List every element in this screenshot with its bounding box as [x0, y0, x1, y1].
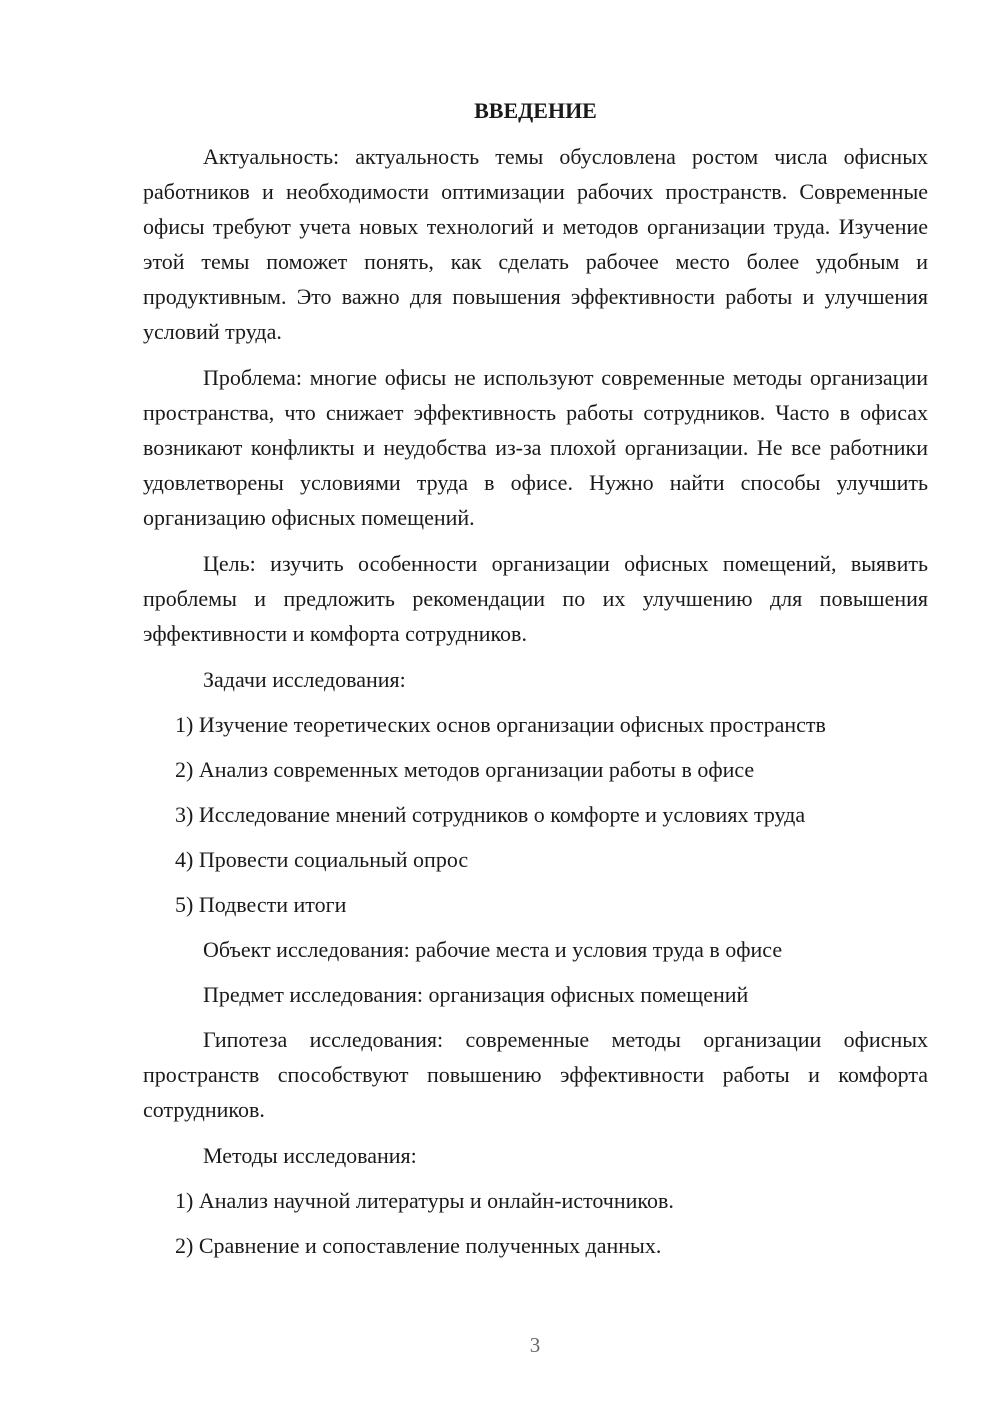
relevance-paragraph: Актуальность: актуальность темы обусловлена ростом числа офисных работников и необходимости оптимизации рабочих пространств. Современные офисы требуют учета новых технологий и методов организации труда. Изучение этой темы поможет понять, как сделать рабочее место более удобным и продуктивным. Это важно для повышения эффективности работы и улучшения условий труда. — [143, 144, 928, 344]
goal-paragraph: Цель: изучить особенности организации офисных помещений, выявить проблемы и предложить рекомендации по их улучшению для повышения эффективности и комфорта сотрудников. — [143, 551, 928, 646]
hypothesis-paragraph: Гипотеза исследования: современные методы организации офисных пространств способствуют повышению эффективности работы и комфорта сотрудников. — [143, 1027, 928, 1122]
tasks-label: Задачи исследования: — [203, 667, 406, 692]
document-title: ВВЕДЕНИЕ — [474, 98, 597, 123]
page-number: 3 — [529, 1333, 541, 1357]
task-item: 3) Исследование мнений сотрудников о комфорте и условиях труда — [175, 802, 806, 827]
object-line: Объект исследования: рабочие места и условия труда в офисе — [203, 937, 783, 962]
subject-line: Предмет исследования: организация офисных помещений — [203, 982, 749, 1007]
task-item: 5) Подвести итоги — [175, 892, 347, 917]
method-item: 2) Сравнение и сопоставление полученных данных. — [175, 1233, 662, 1258]
task-item: 1) Изучение теоретических основ организации офисных пространств — [175, 712, 826, 737]
document-page — [143, 96, 928, 1273]
task-item: 4) Провести социальный опрос — [175, 847, 469, 872]
method-item: 1) Анализ научной литературы и онлайн-источников. — [175, 1188, 674, 1213]
task-item: 2) Анализ современных методов организации работы в офисе — [175, 757, 755, 782]
problem-paragraph: Проблема: многие офисы не используют современные методы организации пространства, что снижает эффективность работы сотрудников. Часто в офисах возникают конфликты и неудобства из-за плохой организации. Не все работники удовлетворены условиями труда в офисе. Нужно найти способы улучшить организацию офисных помещений. — [143, 365, 928, 530]
methods-label: Методы исследования: — [203, 1143, 417, 1168]
